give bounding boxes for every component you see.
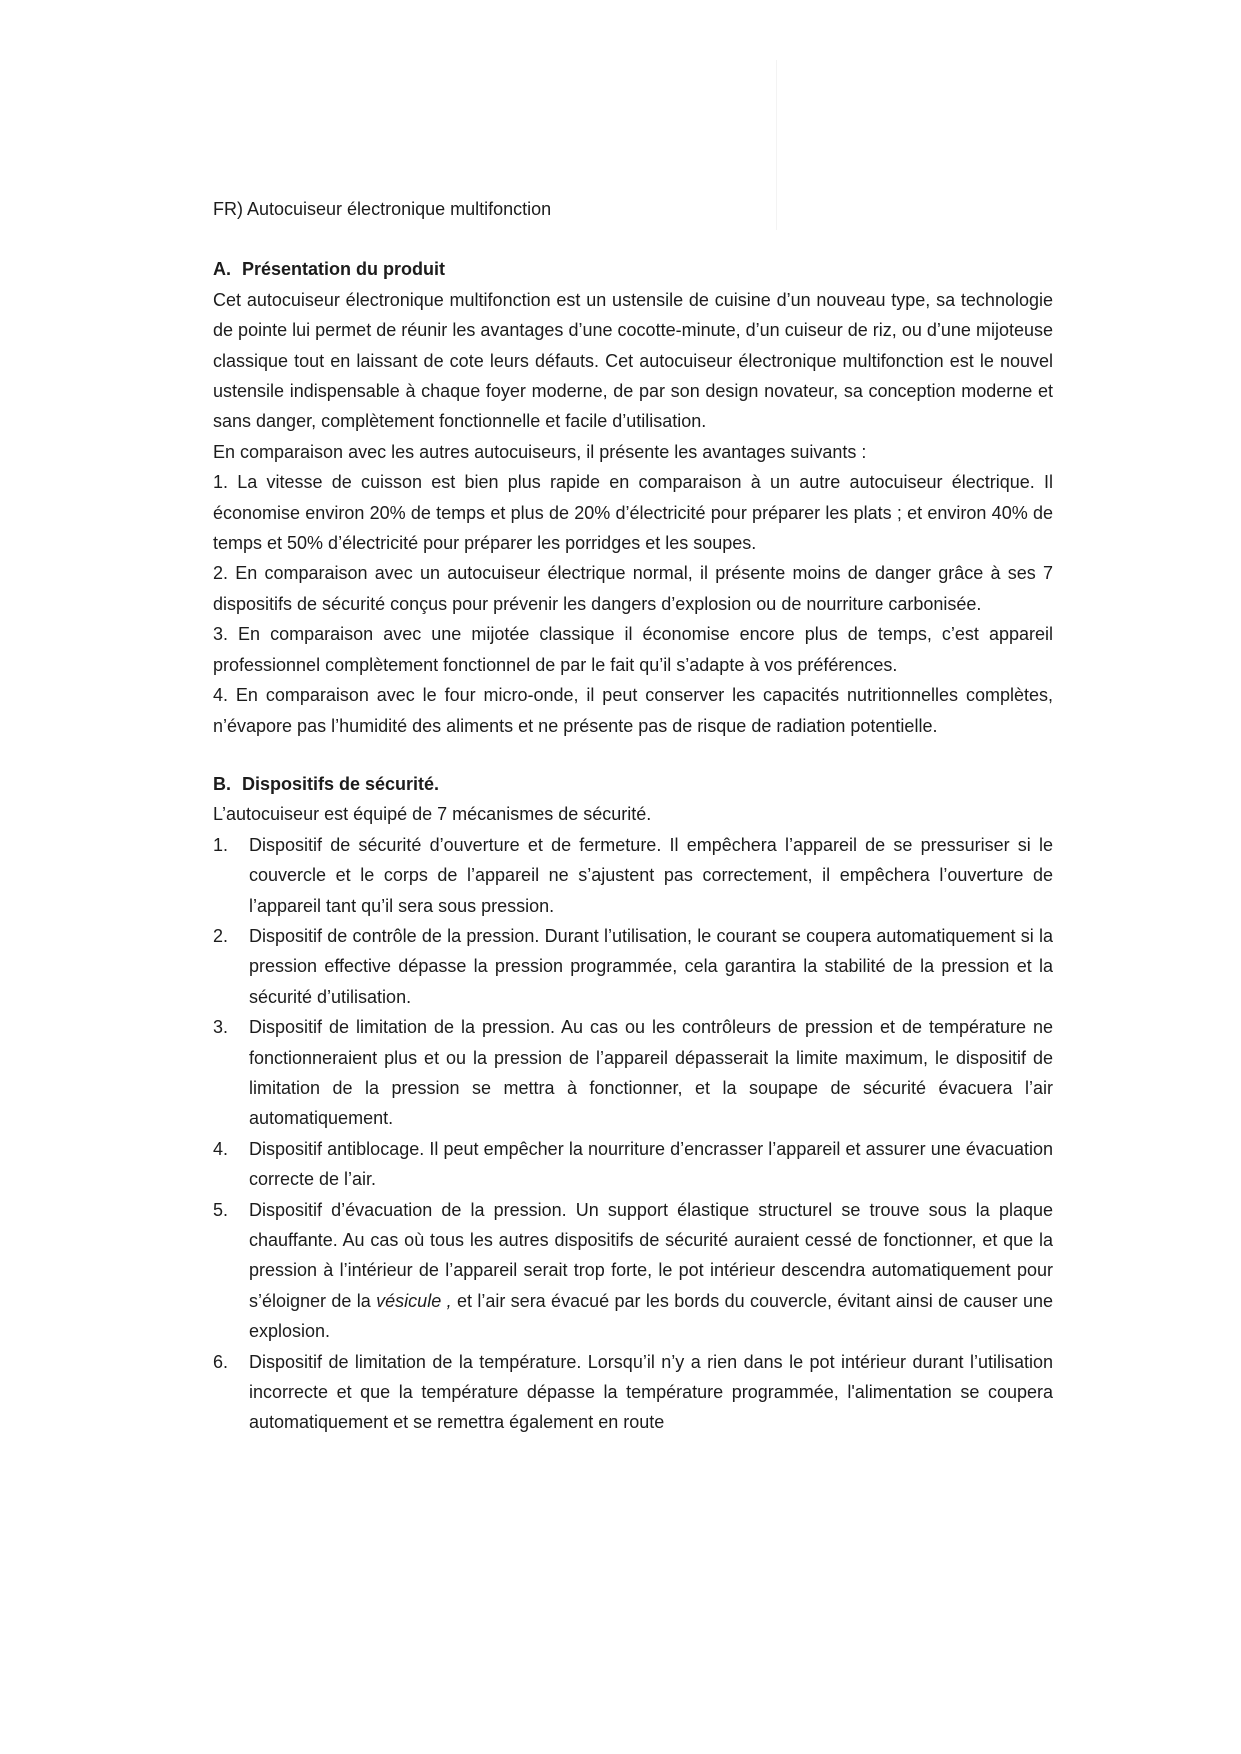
advantage-1: 1. La vitesse de cuisson est bien plus rapide en comparaison à un autre autocuiseur électrique. Il économise environ 20% de temps et plus de 20% d’électricité pour préparer les plats ; et environ 40% de temps et 50% d’électricité pour préparer les porridges et les soupes. (213, 472, 1053, 554)
list-text: Dispositif de contrôle de la pression. Durant l’utilisation, le courant se coupera automatiquement si la pression effective dépasse la pression programmée, cela garantira la stabilité de la pression et la sécurité d’utilisation. (249, 925, 1053, 1007)
section-b-intro: L’autocuiseur est équipé de 7 mécanismes de sécurité. (213, 804, 652, 825)
list-item (213, 921, 1053, 1012)
safety-device-list (213, 830, 1053, 1438)
section-a-heading (213, 254, 1053, 284)
section-a-letter: A. (213, 259, 231, 280)
document-title: FR) Autocuiseur électronique multifonction (213, 199, 552, 219)
list-item (213, 1195, 1053, 1347)
section-b-title: Dispositifs de sécurité. (242, 773, 440, 794)
advantage-4: 4. En comparaison avec le four micro-onde, il peut conserver les capacités nutritionnelles complètes, n’évapore pas l’humidité des aliments et ne présente pas de risque de radiation potentielle. (213, 685, 1053, 736)
list-number: 5. (213, 1199, 229, 1220)
list-item (213, 1012, 1053, 1134)
document-body (213, 194, 1053, 1438)
list-text: Dispositif de sécurité d’ouverture et de fermeture. Il empêchera l’appareil de se pressuriser si le couvercle et le corps de l’appareil ne s’ajustent pas correctement, il empêchera l’ouverture de l’appareil tant qu’il sera sous pression. (249, 834, 1053, 916)
advantage-2: 2. En comparaison avec un autocuiseur électrique normal, il présente moins de danger grâce à ses 7 dispositifs de sécurité conçus pour prévenir les dangers d’explosion ou de nourriture carbonisée. (213, 563, 1053, 614)
list-number: 6. (213, 1351, 229, 1372)
list-text: Dispositif de limitation de la température. Lorsqu’il n’y a rien dans le pot intérieur durant l’utilisation incorrecte et que la température dépasse la température programmée, l'alimentation se coupera automatiquement et se remettra également en route (249, 1351, 1053, 1433)
comparison-intro: En comparaison avec les autres autocuiseurs, il présente les avantages suivants : (213, 441, 867, 462)
advantage-3: 3. En comparaison avec une mijotée classique il économise encore plus de temps, c’est appareil professionnel complètement fonctionnel de par le fait qu’il s’adapte à vos préférences. (213, 624, 1053, 675)
section-b-letter: B. (213, 773, 231, 794)
list-number: 4. (213, 1138, 229, 1159)
section-a-title: Présentation du produit (242, 259, 446, 280)
list-number: 1. (213, 834, 229, 855)
list-number: 2. (213, 925, 229, 946)
list-item (213, 1134, 1053, 1195)
section-a-intro: Cet autocuiseur électronique multifonction est un ustensile de cuisine d’un nouveau type, sa technologie de pointe lui permet de réunir les avantages d’une cocotte-minute, d’un cuiseur de riz, ou d’une mijoteuse classique tout en laissant de cote leurs défauts. Cet autocuiseur électronique multifonction est le nouvel ustensile indispensable à chaque foyer moderne, de par son design novateur, sa conception moderne et sans danger, complètement fonctionnelle et facile d’utilisation. (213, 289, 1053, 432)
section-b-heading (213, 769, 1053, 799)
list-text-after: et l’air sera évacué par les bords du couvercle, évitant ainsi de causer une explosion. (249, 1290, 1053, 1342)
list-text-before: Dispositif d’évacuation de la pression. Un support élastique structurel se trouve sous la plaque chauffante. Au cas où tous les autres dispositifs de sécurité auraient cessé de fonctionner, et que la pression à l’intérieur de l’appareil serait trop forte, le pot intérieur descendra automatiquement pour s’éloigner de la (249, 1199, 1053, 1311)
list-text: Dispositif antiblocage. Il peut empêcher la nourriture d’encrasser l’appareil et assurer une évacuation correcte de l’air. (249, 1138, 1053, 1190)
section-spacer (213, 741, 1053, 769)
list-text: Dispositif de limitation de la pression. Au cas ou les contrôleurs de pression et de température ne fonctionneraient plus et ou la pression de l’appareil dépasserait la limite maximum, le dispositif de limitation de la pression se mettra à fonctionner, et la soupape de sécurité évacuera l’air automatiquement. (249, 1017, 1053, 1129)
list-item (213, 830, 1053, 921)
list-number: 3. (213, 1017, 229, 1038)
list-item (213, 1347, 1053, 1438)
list-text-italic: vésicule , (376, 1290, 452, 1311)
